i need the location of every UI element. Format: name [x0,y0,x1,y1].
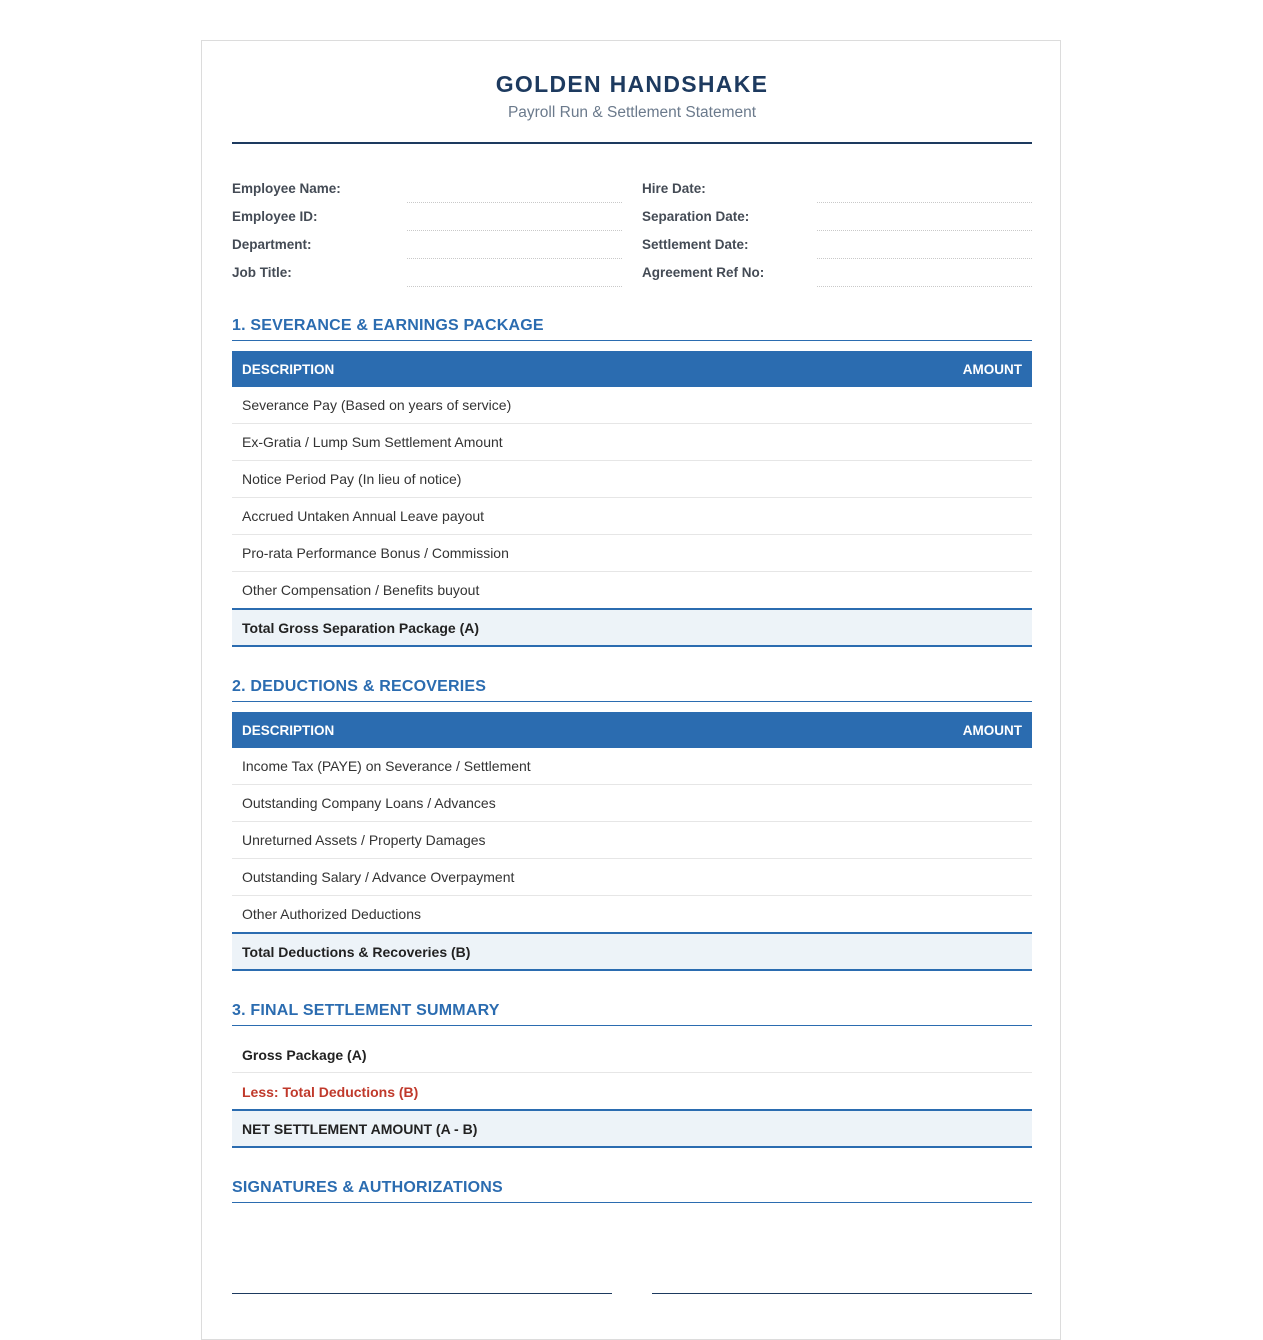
table-row[interactable] [232,748,1032,785]
row-description: Notice Period Pay (In lieu of notice) [242,471,462,487]
signatures-rule [232,1202,1032,1203]
agreement-ref-label: Agreement Ref No: [642,265,765,280]
row-description: Outstanding Company Loans / Advances [242,795,496,811]
table-row[interactable] [232,785,1032,822]
table-row[interactable] [232,822,1032,859]
table-row[interactable] [232,896,1032,933]
row-description: Ex-Gratia / Lump Sum Settlement Amount [242,434,503,450]
less-deductions-row[interactable] [232,1073,1032,1110]
section-2-title: 2. DEDUCTIONS & RECOVERIES [232,678,487,695]
row-description: Outstanding Salary / Advance Overpayment [242,869,515,885]
row-description: Income Tax (PAYE) on Severance / Settlement [242,758,531,774]
table-row[interactable] [232,859,1032,896]
document-subtitle: Payroll Run & Settlement Statement [507,104,757,121]
table-row[interactable] [232,535,1032,572]
row-description: Severance Pay (Based on years of service) [242,397,512,413]
section-1-title: 1. SEVERANCE & EARNINGS PACKAGE [232,317,544,334]
info-row [232,203,1032,231]
table-row[interactable] [232,387,1032,424]
job-title-field[interactable] [407,286,622,287]
document-title: GOLDEN HANDSHAKE [495,71,769,97]
section-1-rule [232,340,1032,341]
row-description: Other Authorized Deductions [242,906,421,922]
agreement-ref-field[interactable] [817,286,1032,287]
employer-signature-line[interactable] [652,1293,1032,1294]
job-title-label: Job Title: [232,265,292,280]
employee-name-label: Employee Name: [232,181,341,196]
section-1-table-header [232,351,1032,387]
info-row [232,175,1032,203]
net-settlement-row[interactable] [232,1109,1032,1148]
row-description: Other Compensation / Benefits buyout [242,582,480,598]
employee-id-label: Employee ID: [232,209,318,224]
hire-date-label: Hire Date: [642,181,706,196]
separation-date-label: Separation Date: [642,209,750,224]
description-column-header: DESCRIPTION [242,723,335,738]
table-row[interactable] [232,461,1032,498]
section-2-rule [232,701,1032,702]
table-row[interactable] [232,498,1032,535]
settlement-date-label: Settlement Date: [642,237,749,252]
row-description: Accrued Untaken Annual Leave payout [242,508,485,524]
header-divider [232,142,1032,144]
net-settlement-label: NET SETTLEMENT AMOUNT (A - B) [242,1121,478,1137]
row-description: Pro-rata Performance Bonus / Commission [242,545,509,561]
table-row[interactable] [232,572,1032,609]
total-deductions-label: Total Deductions & Recoveries (B) [242,944,471,960]
amount-column-header: AMOUNT [962,723,1022,738]
department-label: Department: [232,237,312,252]
amount-column-header: AMOUNT [962,362,1022,377]
signatures-title: SIGNATURES & AUTHORIZATIONS [232,1179,503,1196]
table-row[interactable] [232,424,1032,461]
section-2-total-row[interactable] [232,932,1032,971]
gross-package-row[interactable] [232,1036,1032,1073]
employee-signature-line[interactable] [232,1293,612,1294]
total-gross-label: Total Gross Separation Package (A) [242,620,480,636]
section-1-total-row[interactable] [232,608,1032,647]
description-column-header: DESCRIPTION [242,362,335,377]
section-2-table-header [232,712,1032,748]
statement-page [201,40,1061,1340]
info-row [232,231,1032,259]
section-3-title: 3. FINAL SETTLEMENT SUMMARY [232,1002,500,1019]
info-row [232,259,1032,287]
row-description: Unreturned Assets / Property Damages [242,832,486,848]
gross-package-label: Gross Package (A) [242,1047,367,1063]
section-3-rule [232,1025,1032,1026]
less-deductions-label: Less: Total Deductions (B) [242,1084,419,1100]
